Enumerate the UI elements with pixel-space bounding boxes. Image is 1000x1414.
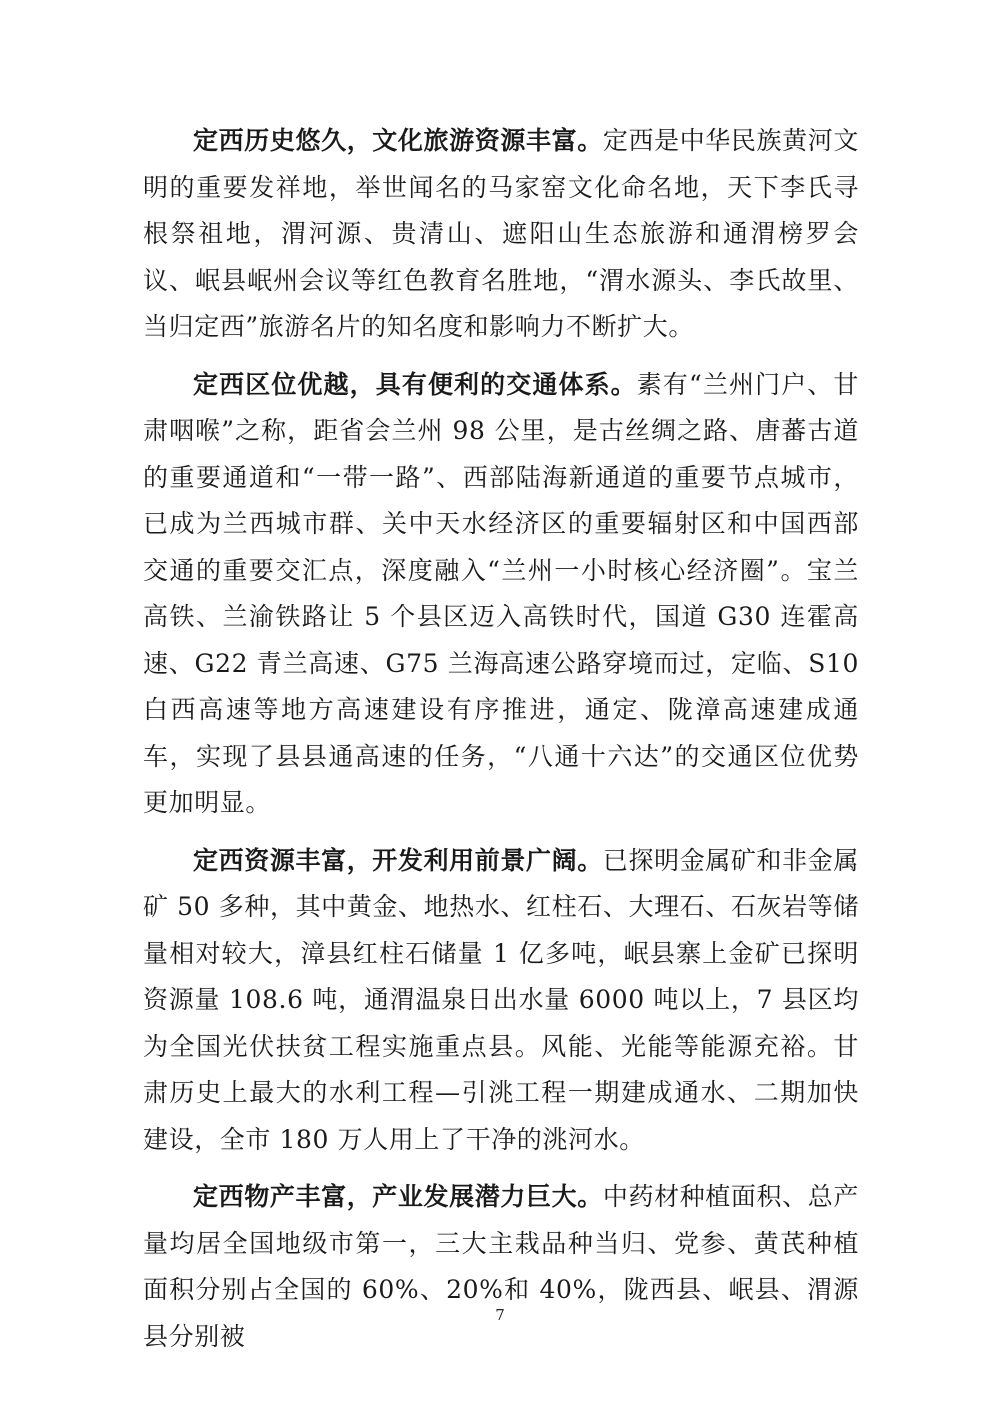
page-number: 7	[495, 1306, 505, 1324]
paragraph-resources	[143, 838, 859, 1164]
paragraph-lead: 定西物产丰富，产业发展潜力巨大。	[193, 1182, 603, 1211]
paragraph-text: 素有“兰州门户、甘肃咽喉”之称，距省会兰州 98 公里，是古丝绸之路、唐蕃古道的重要通道和“一带一路”、西部陆海新通道的重要节点城市，已成为兰西城市群、关中天水经济区的重要辐射区和中国西部交通的重要交汇点，深度融入“兰州一小时核心经济圈”。宝兰高铁、兰渝铁路让 5 个县区迈入高铁时代，国道 G30 连霍高速、G22 青兰高速、G75 兰海高速公路穿境而过，定临、S10 白西高速等地方高速建设有序推进，通定、陇漳高速建成通车，实现了县县通高速的任务，“八通十六达”的交通区位优势更加明显。	[143, 369, 859, 817]
paragraph-location-transport	[143, 362, 859, 827]
paragraph-text: 中药材种植面积、总产量均居全国地级市第一，三大主栽品种当归、党参、黄芪种植面积分别占全国的 60%、20%和 40%，陇西县、岷县、渭源县分别被	[143, 1182, 859, 1351]
paragraph-lead: 定西资源丰富，开发利用前景广阔。	[193, 845, 603, 875]
paragraph-text: 已探明金属矿和非金属矿 50 多种，其中黄金、地热水、红柱石、大理石、石灰岩等储量相对较大，漳县红柱石储量 1 亿多吨，岷县寨上金矿已探明资源量 108.6 吨，通渭温泉日出水量 6000 吨以上，7 县区均为全国光伏扶贫工程实施重点县。风能、光能等能源充裕。甘肃历史上最大的水利工程—引洮工程一期建成通水、二期加快建设，全市 180 万人用上了干净的洮河水。	[143, 845, 859, 1154]
paragraph-text: 定西是中华民族黄河文明的重要发祥地，举世闻名的马家窑文化命名地，天下李氏寻根祭祖地，渭河源、贵清山、遮阳山生态旅游和通渭榜罗会议、岷县岷州会议等红色教育名胜地，“渭水源头、李氏故里、当归定西”旅游名片的知名度和影响力不断扩大。	[143, 126, 859, 341]
paragraph-history-culture	[143, 118, 859, 351]
paragraph-products-industry	[143, 1174, 859, 1360]
paragraph-lead: 定西区位优越，具有便利的交通体系。	[193, 369, 637, 399]
document-body	[143, 118, 859, 1371]
paragraph-lead: 定西历史悠久，文化旅游资源丰富。	[193, 126, 603, 155]
